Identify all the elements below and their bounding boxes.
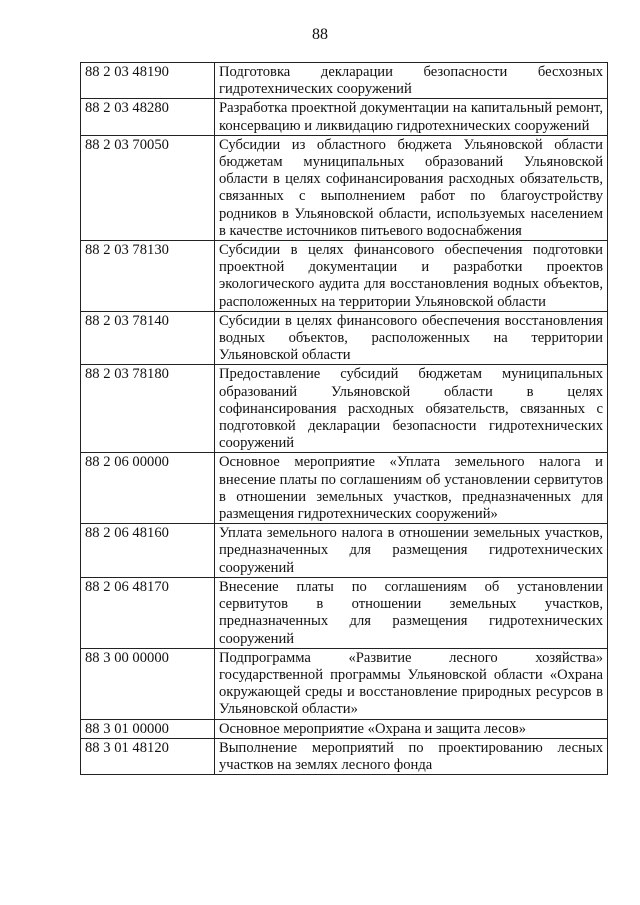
description-cell: Основное мероприятие «Уплата земельного налога и внесение платы по соглашениям об установлении сервитутов в отношении земельных участков, предназначенных для размещения гидротехнических сооружений» (215, 453, 608, 524)
description-cell: Предоставление субсидий бюджетам муниципальных образований Ульяновской области в целях софинансирования расходных обязательств, связанных с подготовкой декларации безопасности гидротехнических сооружений (215, 365, 608, 453)
page-number: 88 (312, 26, 328, 43)
code-cell: 88 2 06 48160 (81, 524, 215, 578)
description-cell: Подпрограмма «Развитие лесного хозяйства» государственной программы Ульяновской области «Охрана окружающей среды и восстановление природных ресурсов в Ульяновской области» (215, 648, 608, 719)
code-cell: 88 3 01 00000 (81, 719, 215, 738)
code-cell: 88 2 03 48280 (81, 99, 215, 135)
table-row (81, 99, 608, 135)
code-cell: 88 2 03 78140 (81, 311, 215, 365)
description-cell: Основное мероприятие «Охрана и защита лесов» (215, 719, 608, 738)
table-row (81, 365, 608, 453)
description-cell: Субсидии в целях финансового обеспечения восстановления водных объектов, расположенных на территории Ульяновской области (215, 311, 608, 365)
table-body (81, 63, 608, 775)
code-cell: 88 3 00 00000 (81, 648, 215, 719)
code-cell: 88 2 06 48170 (81, 577, 215, 648)
description-cell: Разработка проектной документации на капитальный ремонт, консервацию и ликвидацию гидротехнических сооружений (215, 99, 608, 135)
description-cell: Внесение платы по соглашениям об установлении сервитутов в отношении земельных участков, предназначенных для размещения гидротехнических сооружений (215, 577, 608, 648)
code-cell: 88 3 01 48120 (81, 738, 215, 774)
table-row (81, 241, 608, 312)
table-row (81, 719, 608, 738)
description-cell: Подготовка декларации безопасности бесхозных гидротехнических сооружений (215, 63, 608, 99)
code-cell: 88 2 03 70050 (81, 135, 215, 240)
code-cell: 88 2 03 48190 (81, 63, 215, 99)
budget-classification-table (80, 62, 608, 775)
code-cell: 88 2 03 78180 (81, 365, 215, 453)
table-row (81, 453, 608, 524)
description-cell: Уплата земельного налога в отношении земельных участков, предназначенных для размещения гидротехнических сооружений (215, 524, 608, 578)
code-cell: 88 2 03 78130 (81, 241, 215, 312)
description-cell: Выполнение мероприятий по проектированию лесных участков на землях лесного фонда (215, 738, 608, 774)
table-row (81, 524, 608, 578)
table-row (81, 577, 608, 648)
table-row (81, 135, 608, 240)
table-row (81, 63, 608, 99)
table-row (81, 738, 608, 774)
table-row (81, 648, 608, 719)
code-cell: 88 2 06 00000 (81, 453, 215, 524)
description-cell: Субсидии из областного бюджета Ульяновской области бюджетам муниципальных образований Ульяновской области в целях софинансирования расходных обязательств, связанных с выполнением работ по благоустройству родников в Ульяновской области, используемых населением в качестве источников питьевого водоснабжения (215, 135, 608, 240)
description-cell: Субсидии в целях финансового обеспечения подготовки проектной документации и разработки проектов экологического аудита для восстановления водных объектов, расположенных на территории Ульяновской области (215, 241, 608, 312)
table-row (81, 311, 608, 365)
